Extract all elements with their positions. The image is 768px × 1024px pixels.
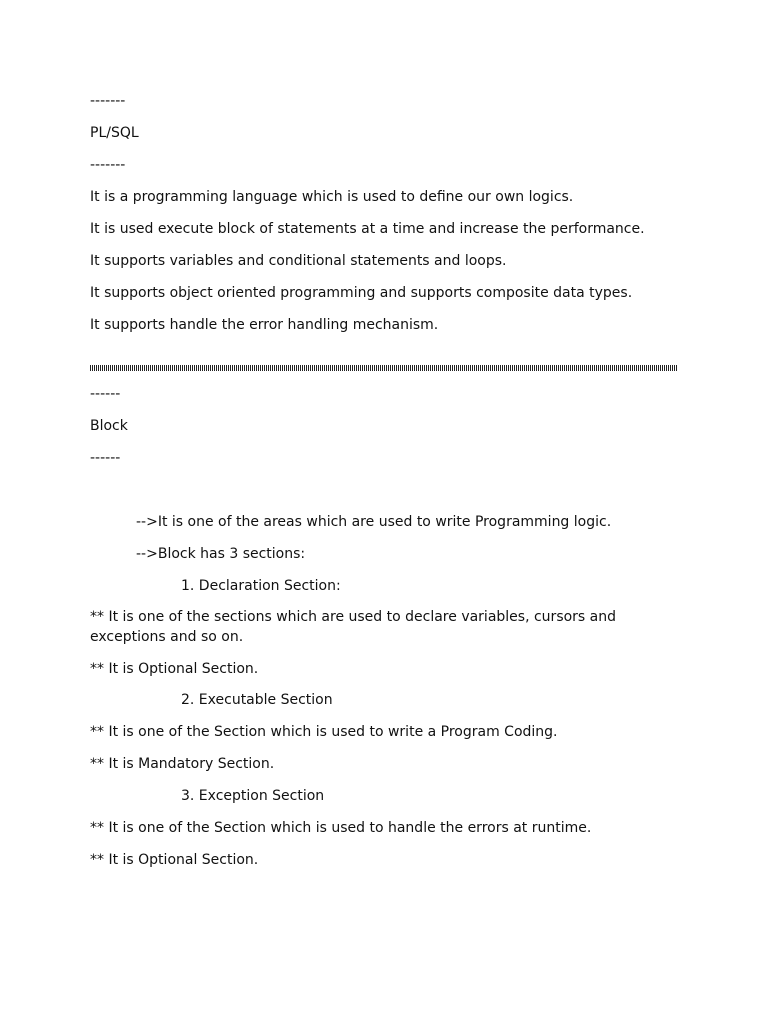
section-note: ** It is Optional Section. [90,661,259,677]
block-dashes-bottom: ------ [90,450,121,466]
section-heading-executable: 2. Executable Section [181,692,333,708]
plsql-point: It is a programming language which is used to define our own logics. [90,189,574,205]
block-intro: -->Block has 3 sections: [136,546,306,562]
section-note: ** It is one of the Section which is used to write a Program Coding. [90,724,558,740]
block-intro: -->It is one of the areas which are used to write Programming logic. [136,514,612,530]
section-note: ** It is one of the sections which are used to declare variables, cursors and exceptions and so on. [90,609,617,645]
section-note: ** It is one of the Section which is used to handle the errors at runtime. [90,820,592,836]
section-note: ** It is Optional Section. [90,852,259,868]
plsql-dashes-bottom: ------- [90,157,126,173]
plsql-dashes-top: ------- [90,93,126,109]
block-heading: Block [90,418,128,434]
section-divider [90,365,678,371]
section-heading-declaration: 1. Declaration Section: [181,578,341,594]
plsql-heading: PL/SQL [90,125,139,141]
section-heading-exception: 3. Exception Section [181,788,325,804]
plsql-point: It supports object oriented programming and supports composite data types. [90,285,633,301]
plsql-point: It is used execute block of statements at a time and increase the performance. [90,221,645,237]
plsql-point: It supports handle the error handling mechanism. [90,317,439,333]
section-note: ** It is Mandatory Section. [90,756,275,772]
plsql-point: It supports variables and conditional statements and loops. [90,253,507,269]
block-dashes-top: ------ [90,386,121,402]
